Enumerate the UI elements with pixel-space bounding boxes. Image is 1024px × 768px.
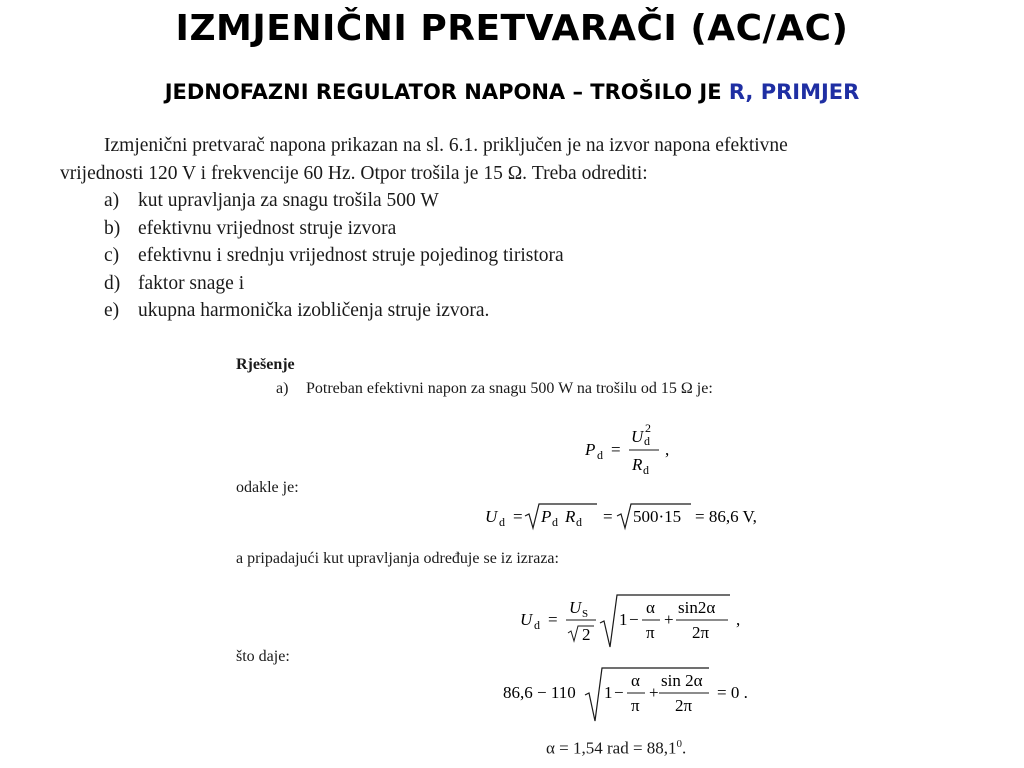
f3-num-sub: S xyxy=(582,608,589,620)
problem-item-c xyxy=(60,242,980,270)
slide-subtitle xyxy=(0,80,1024,104)
f1-lhs: P xyxy=(585,440,596,459)
problem-intro-line-1: Izmjenični pretvarač napona prikazan na sl. 6.1. priključen je na izvor napona efektivne xyxy=(104,135,788,156)
f3-tail: , xyxy=(736,610,741,629)
item-text: kut upravljanja za snagu trošila 500 W xyxy=(138,190,439,211)
f2-rad1b: R xyxy=(565,507,576,526)
f5-sup: 0 xyxy=(676,738,683,750)
f3-lhs: U xyxy=(520,610,533,629)
text-odakle: odakle je: xyxy=(236,479,299,496)
f3-minus: − xyxy=(629,610,639,629)
f1-num: U xyxy=(631,427,644,446)
f2-radical-1 xyxy=(525,504,597,528)
text-sto-daje: što daje: xyxy=(236,648,290,665)
item-label: b) xyxy=(104,217,121,239)
f4-plus: + xyxy=(649,683,659,702)
f4-minus: − xyxy=(614,683,624,702)
formula-equation xyxy=(503,665,773,727)
f3-pi: π xyxy=(646,623,655,642)
f4-2pi: 2π xyxy=(675,696,693,715)
item-text: efektivnu i srednju vrijednost struje pojedinog tiristora xyxy=(138,245,564,266)
f3-num: U xyxy=(569,598,582,617)
problem-item-a xyxy=(60,187,980,215)
item-label: d) xyxy=(104,272,121,294)
f2-rad2: 500·15 xyxy=(633,507,682,526)
f1-den: R xyxy=(632,455,643,474)
f3-eq: = xyxy=(548,610,558,629)
formula-result xyxy=(546,738,686,759)
f2-lhs: U xyxy=(485,507,498,526)
f3-alpha: α xyxy=(646,598,655,617)
item-text: faktor snage i xyxy=(138,272,245,294)
solution-step-a xyxy=(276,380,713,398)
f2-rad1-sub: d xyxy=(552,515,558,529)
f1-eq: = xyxy=(611,440,621,459)
problem-intro-line-2: vrijednosti 120 V i frekvencije 60 Hz. Otpor trošila je 15 Ω. Treba odrediti: xyxy=(60,162,648,184)
problem-item-d xyxy=(60,270,980,298)
f5-main: α = 1,54 rad = 88,1 xyxy=(546,738,677,758)
problem-item-e xyxy=(60,297,980,325)
f2-lhs-sub: d xyxy=(499,515,505,529)
f1-lhs-sub: d xyxy=(597,448,603,462)
formula-control-angle xyxy=(520,593,780,653)
f3-den: 2 xyxy=(582,625,591,644)
subtitle-main: JEDNOFAZNI REGULATOR NAPONA – TROŠILO JE xyxy=(164,80,729,104)
f2-rad1: P xyxy=(541,507,552,526)
f3-2pi: 2π xyxy=(692,623,710,642)
item-label: c) xyxy=(104,245,120,266)
solution-a-label: a) xyxy=(276,380,289,397)
f2-result: = 86,6 V, xyxy=(695,507,757,526)
f1-num-sub: d xyxy=(644,434,650,448)
f2-eq2: = xyxy=(603,507,613,526)
f1-num-sup: 2 xyxy=(645,421,651,435)
f4-lead: 86,6 − 110 xyxy=(503,683,576,702)
text-pripadajuci: a pripadajući kut upravljanja određuje se iz izraza: xyxy=(236,550,559,567)
f4-one: 1 xyxy=(604,683,613,702)
problem-item-b xyxy=(60,215,980,243)
f3-sin: sin2α xyxy=(678,598,716,617)
formula-power xyxy=(585,420,725,480)
item-label: a) xyxy=(104,190,120,211)
item-text: ukupna harmonička izobličenja struje izvora. xyxy=(138,300,490,321)
f1-tail: , xyxy=(665,440,670,459)
item-text: efektivnu vrijednost struje izvora xyxy=(138,217,397,239)
problem-statement xyxy=(60,132,980,325)
slide-title: IZMJENIČNI PRETVARAČI (AC/AC) xyxy=(175,8,849,49)
item-label: e) xyxy=(104,300,120,321)
f2-eq1: = xyxy=(513,507,523,526)
solution-a-text: Potreban efektivni napon za snagu 500 W na trošilu od 15 Ω je: xyxy=(306,380,713,397)
f4-alpha: α xyxy=(631,671,640,690)
f4-pi: π xyxy=(631,696,640,715)
f5-tail: . xyxy=(682,738,687,758)
formula-voltage xyxy=(485,500,785,534)
f3-plus: + xyxy=(664,610,674,629)
f4-tail: = 0 . xyxy=(717,683,748,702)
solution-heading: Rješenje xyxy=(236,356,295,373)
f3-lhs-sub: d xyxy=(534,618,540,632)
f3-one: 1 xyxy=(619,610,628,629)
subtitle-accent: R, PRIMJER xyxy=(728,80,860,104)
f4-sin: sin 2α xyxy=(661,671,703,690)
f1-den-sub: d xyxy=(643,463,649,477)
f2-rad1b-sub: d xyxy=(576,515,582,529)
